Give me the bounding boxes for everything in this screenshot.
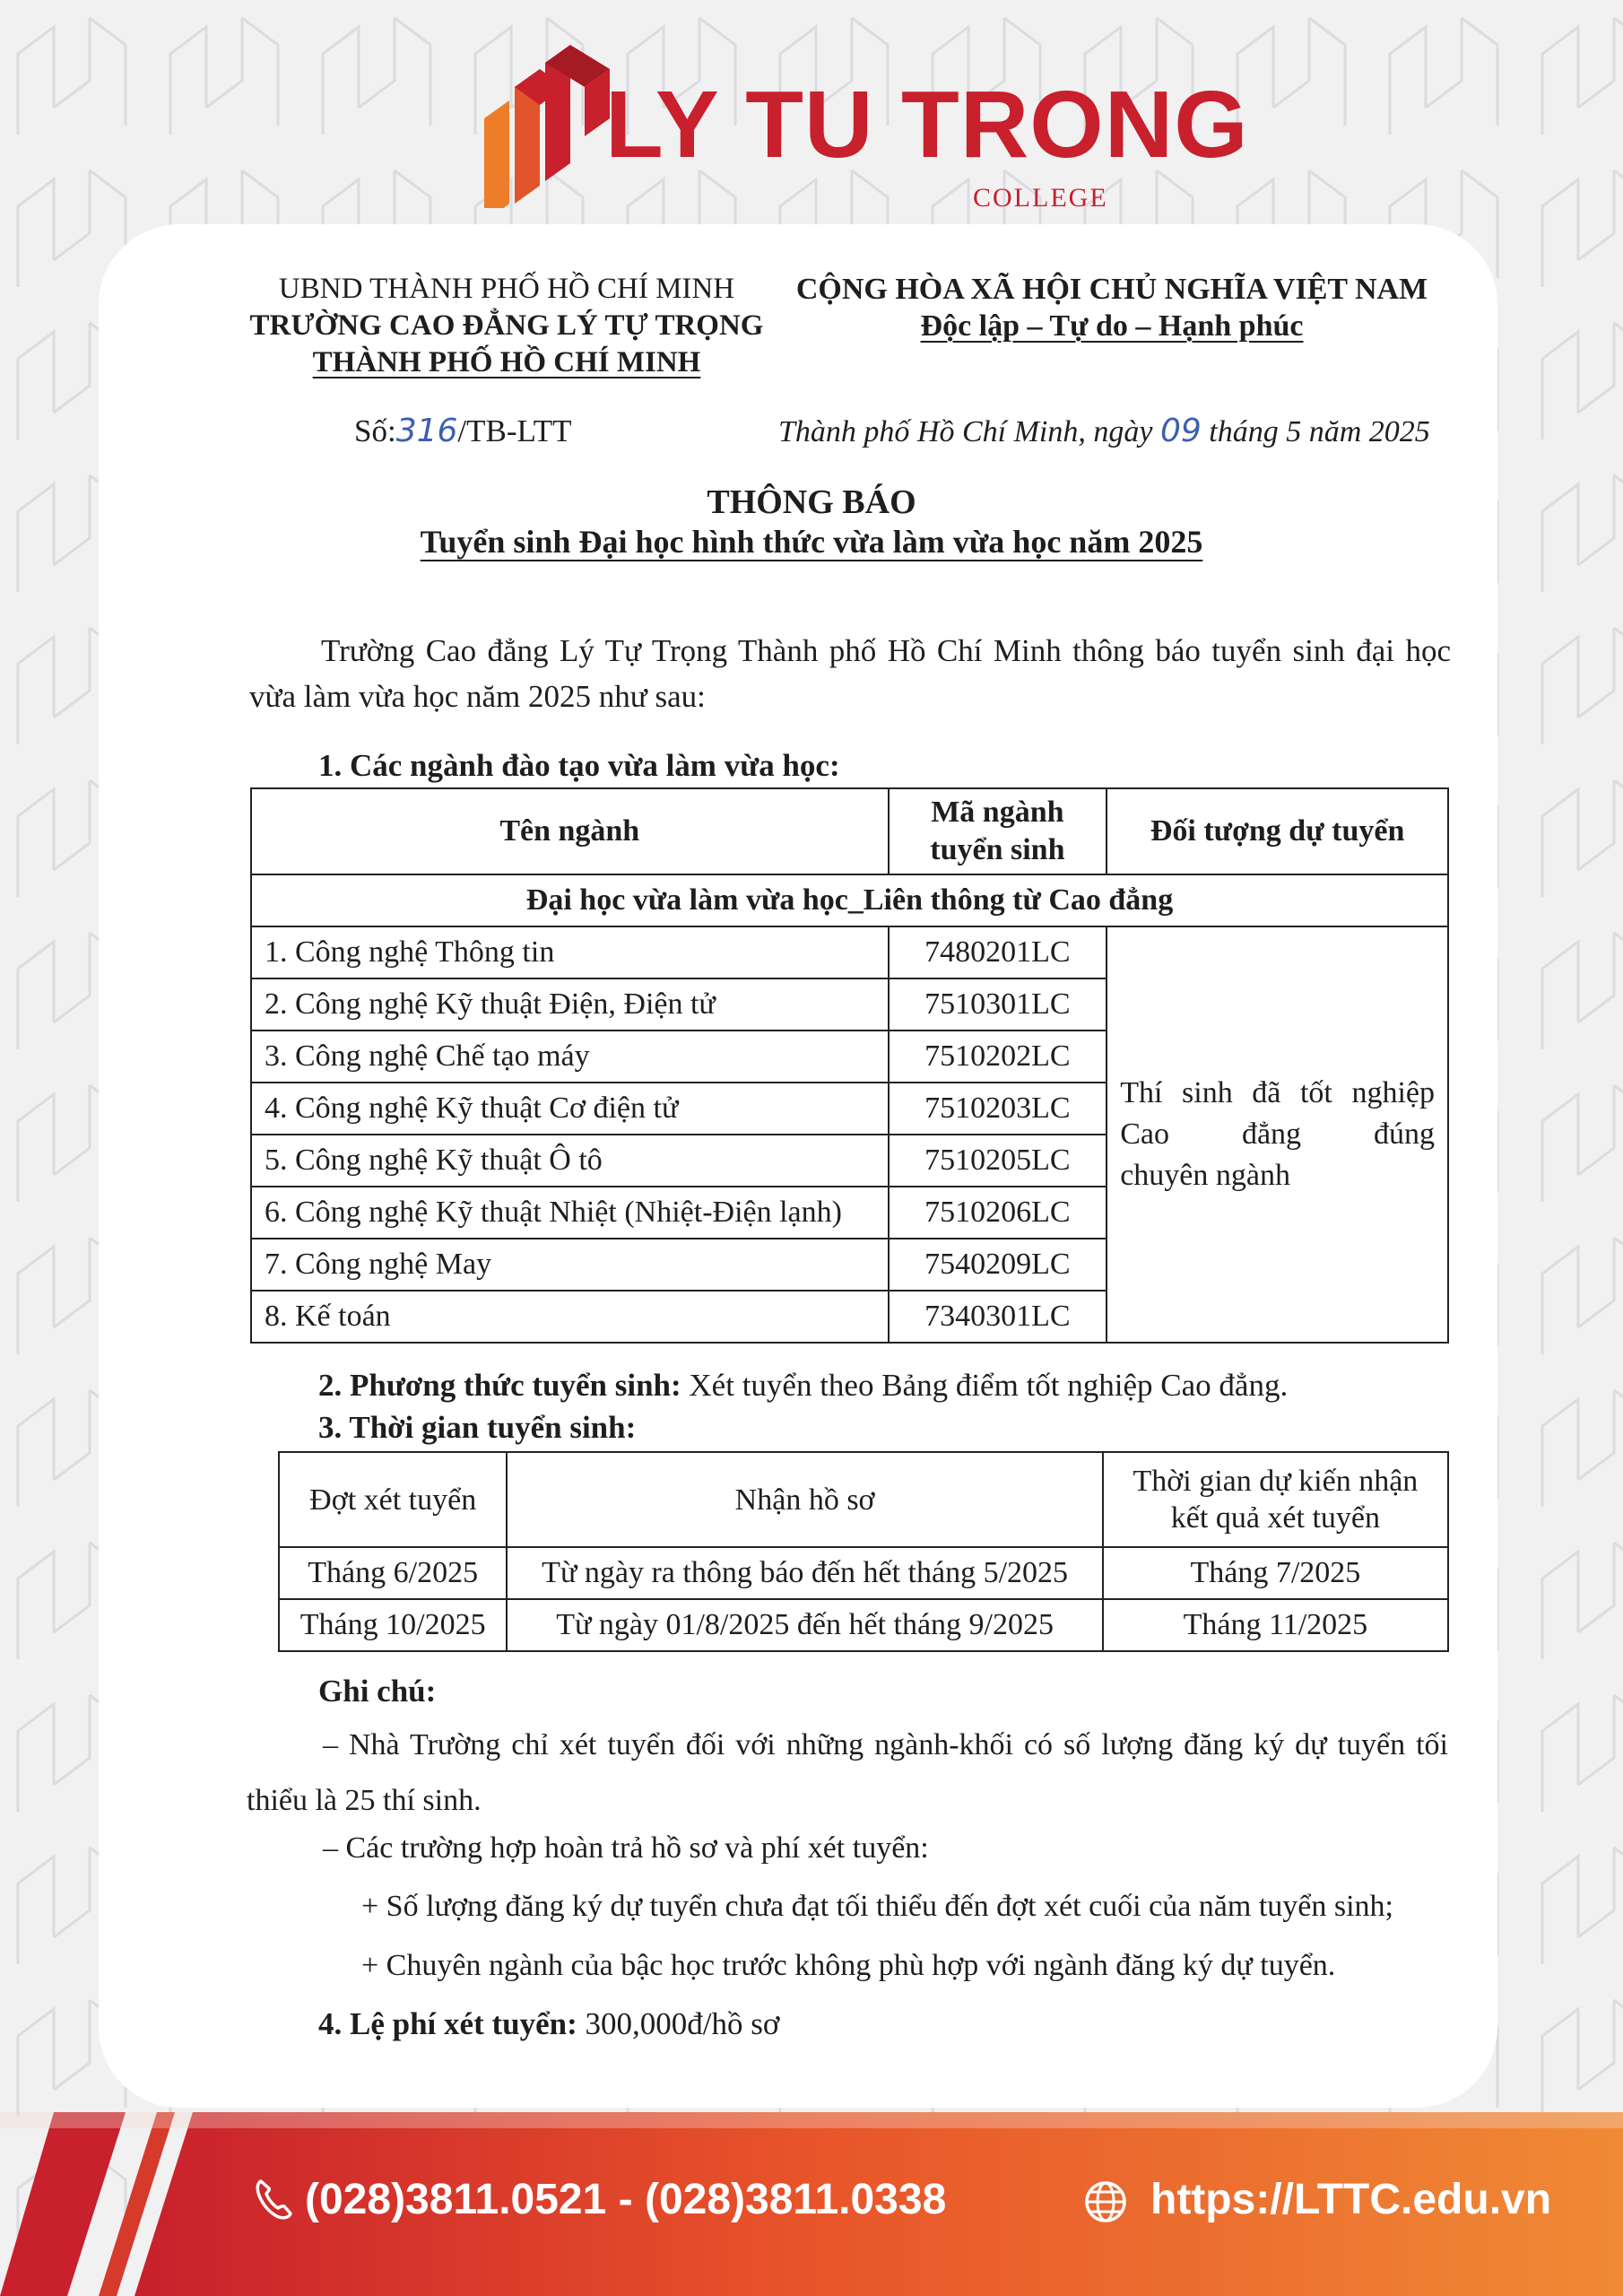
note-3: + Số lượng đăng ký dự tuyển chưa đạt tối thiểu đến đợt xét cuối của năm tuyển sinh;: [361, 1890, 1393, 1923]
major-name: 7. Công nghệ May: [251, 1239, 889, 1291]
col-header-result-2: kết quả xét tuyển: [1170, 1501, 1380, 1535]
col-header-result-1: Thời gian dự kiến nhận: [1133, 1465, 1419, 1498]
major-code: 7340301LC: [889, 1291, 1107, 1343]
objective-line-3: chuyên ngành: [1120, 1159, 1290, 1192]
motto-text: Độc lập – Tự do – Hạnh phúc: [920, 309, 1304, 343]
document-title: THÔNG BÁO: [707, 483, 916, 521]
document-number: [354, 413, 571, 449]
table-row: [251, 926, 1448, 978]
receive-cell: Từ ngày 01/8/2025 đến hết tháng 9/2025: [507, 1599, 1102, 1651]
result-cell: Tháng 11/2025: [1103, 1599, 1448, 1651]
objective-cell: [1107, 926, 1448, 1343]
globe-icon: [1083, 2179, 1128, 2224]
motto-line: [789, 308, 1435, 344]
number-handwritten: 316: [395, 413, 458, 449]
major-code: 7510202LC: [889, 1031, 1107, 1083]
major-name: 1. Công nghệ Thông tin: [251, 926, 889, 978]
subtitle-text: Tuyển sinh Đại học hình thức vừa làm vừa học năm 2025: [420, 524, 1203, 560]
major-code: 7480201LC: [889, 926, 1107, 978]
table-row: [279, 1547, 1448, 1599]
round-cell: Tháng 10/2025: [279, 1599, 507, 1651]
major-code: 7510206LC: [889, 1187, 1107, 1239]
intro-paragraph: Trường Cao đẳng Lý Tự Trọng Thành phố Hồ Chí Minh thông báo tuyển sinh đại học vừa làm vừa học năm 2025 như sau:: [249, 633, 1451, 714]
org-line-3-text: THÀNH PHỐ HỒ CHÍ MINH: [312, 346, 701, 378]
footer-phone[interactable]: (028)3811.0521 - (028)3811.0338: [305, 2176, 947, 2223]
header-right: [789, 271, 1435, 344]
majors-table: [250, 787, 1449, 1344]
col-header-code-2: tuyển sinh: [930, 833, 1065, 866]
section-4-text: 300,000đ/hồ sơ: [577, 2006, 780, 2041]
round-cell: Tháng 6/2025: [279, 1547, 507, 1599]
footer-website[interactable]: https://LTTC.edu.vn: [1150, 2176, 1552, 2223]
major-name: 8. Kế toán: [251, 1291, 889, 1343]
section-1-heading: 1. Các ngành đào tạo vừa làm vừa học:: [318, 748, 840, 783]
result-cell: Tháng 7/2025: [1103, 1547, 1448, 1599]
nation-line: CỘNG HÒA XÃ HỘI CHỦ NGHĨA VIỆT NAM: [795, 273, 1428, 306]
notes-label: Ghi chú:: [318, 1674, 437, 1709]
col-header-code-1: Mã ngành: [931, 796, 1064, 829]
major-name: 5. Công nghệ Kỹ thuật Ô tô: [251, 1135, 889, 1187]
schedule-header-row: [279, 1452, 1448, 1547]
document-date: [778, 413, 1430, 449]
logo-name: LY TU TRONG: [605, 72, 1249, 178]
schedule-table: [278, 1451, 1449, 1652]
majors-header-row: [251, 788, 1448, 874]
section-3-heading: 3. Thời gian tuyển sinh:: [318, 1410, 637, 1445]
table-row: [279, 1599, 1448, 1651]
majors-group-label: Đại học vừa làm vừa học_Liên thông từ Cao đẳng: [251, 874, 1448, 926]
major-code: 7510205LC: [889, 1135, 1107, 1187]
number-prefix: Số:: [354, 413, 396, 448]
objective-line-1: Thí sinh đã tốt nghiệp: [1120, 1076, 1435, 1109]
section-2-text: Xét tuyển theo Bảng điểm tốt nghiệp Cao đẳng.: [681, 1368, 1289, 1403]
col-header-result: [1103, 1452, 1448, 1547]
org-line-3: [242, 344, 771, 381]
logo-sub: COLLEGE: [973, 183, 1108, 213]
col-header-objective: Đối tượng dự tuyển: [1107, 788, 1448, 874]
major-name: 3. Công nghệ Chế tạo máy: [251, 1031, 889, 1083]
major-name: 4. Công nghệ Kỹ thuật Cơ điện tử: [251, 1083, 889, 1135]
major-code: 7540209LC: [889, 1239, 1107, 1291]
majors-group-row: [251, 874, 1448, 926]
note-2: – Các trường hợp hoàn trả hồ sơ và phí xét tuyển:: [323, 1831, 929, 1865]
section-4-label: 4. Lệ phí xét tuyển:: [318, 2006, 577, 2041]
major-code: 7510301LC: [889, 978, 1107, 1031]
major-name: 2. Công nghệ Kỹ thuật Điện, Điện tử: [251, 978, 889, 1031]
section-2: [318, 1368, 1288, 1404]
note-1: – Nhà Trường chỉ xét tuyển đối với những ngành-khối có số lượng đăng ký dự tuyển tối thiểu là 25 thí sinh.: [247, 1728, 1448, 1817]
col-header-code: [889, 788, 1107, 874]
col-header-name: Tên ngành: [251, 788, 889, 874]
org-line-2: TRƯỜNG CAO ĐẲNG LÝ TỰ TRỌNG: [249, 309, 764, 342]
header-left: [242, 271, 771, 381]
objective-line-2: Cao đẳng đúng: [1120, 1118, 1435, 1151]
date-suffix: tháng 5 năm 2025: [1201, 415, 1430, 448]
phone-icon: [254, 2178, 293, 2221]
section-2-label: 2. Phương thức tuyển sinh:: [318, 1368, 681, 1403]
col-header-round: Đợt xét tuyển: [279, 1452, 507, 1547]
document-subtitle: [0, 523, 1623, 561]
number-suffix: /TB-LTT: [457, 413, 572, 448]
receive-cell: Từ ngày ra thông báo đến hết tháng 5/2025: [507, 1547, 1102, 1599]
section-4: [318, 2006, 779, 2042]
date-prefix: Thành phố Hồ Chí Minh, ngày: [778, 415, 1160, 448]
note-4: + Chuyên ngành của bậc học trước không phù hợp với ngành đăng ký dự tuyển.: [361, 1949, 1336, 1982]
col-header-receive: Nhận hồ sơ: [507, 1452, 1102, 1547]
major-name: 6. Công nghệ Kỹ thuật Nhiệt (Nhiệt-Điện lạnh): [251, 1187, 889, 1239]
major-code: 7510203LC: [889, 1083, 1107, 1135]
org-line-1: UBND THÀNH PHỐ HỒ CHÍ MINH: [278, 273, 735, 305]
date-handwritten: 09: [1159, 413, 1202, 449]
